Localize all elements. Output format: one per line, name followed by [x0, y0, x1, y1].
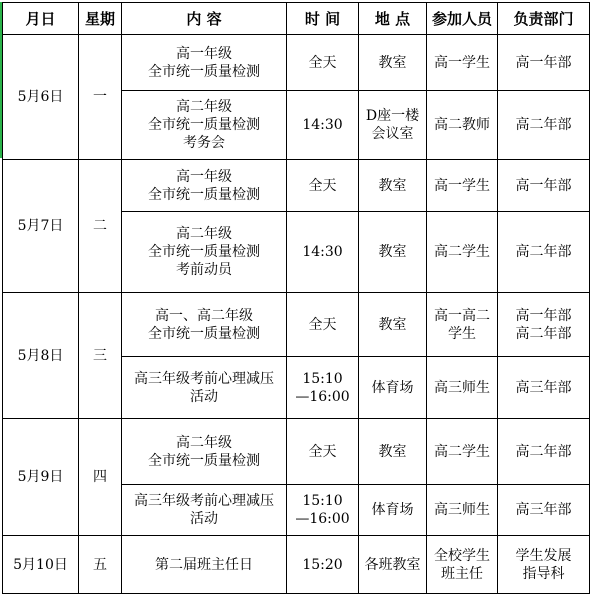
participants-cell: 高二学生 [427, 419, 498, 485]
participants-cell: 高二教师 [427, 91, 498, 160]
department-cell: 高三年部 [498, 357, 590, 419]
department-cell: 高一年部 [498, 160, 590, 212]
weekday-cell: 一 [79, 35, 122, 160]
table-row [3, 35, 590, 91]
header-participants: 参加人员 [427, 3, 498, 35]
date-cell: 5月6日 [3, 35, 79, 160]
weekday-cell: 二 [79, 160, 122, 293]
weekday-cell: 五 [79, 536, 122, 594]
date-cell: 5月7日 [3, 160, 79, 293]
time-cell: 全天 [287, 35, 359, 91]
weekday-cell: 三 [79, 293, 122, 419]
header-time: 时 间 [287, 3, 359, 35]
time-cell: 15:10 —16:00 [287, 485, 359, 536]
content-cell: 高三年级考前心理减压 活动 [122, 485, 287, 536]
content-cell: 高一年级 全市统一质量检测 [122, 160, 287, 212]
department-cell: 高二年部 [498, 419, 590, 485]
participants-cell: 高一高二 学生 [427, 293, 498, 357]
place-cell: 教室 [359, 160, 427, 212]
participants-cell: 高一学生 [427, 160, 498, 212]
table-row [3, 536, 590, 594]
table-row [3, 160, 590, 212]
place-cell: 教室 [359, 35, 427, 91]
department-cell: 高三年部 [498, 485, 590, 536]
header-content: 内 容 [122, 3, 287, 35]
place-cell: D座一楼 会议室 [359, 91, 427, 160]
time-cell: 全天 [287, 160, 359, 212]
department-cell: 学生发展 指导科 [498, 536, 590, 594]
place-cell: 教室 [359, 212, 427, 293]
participants-cell: 高三师生 [427, 357, 498, 419]
date-cell: 5月10日 [3, 536, 79, 594]
date-cell: 5月9日 [3, 419, 79, 536]
time-cell: 14:30 [287, 212, 359, 293]
place-cell: 教室 [359, 419, 427, 485]
time-cell: 全天 [287, 419, 359, 485]
table-row [3, 293, 590, 357]
table-row [3, 419, 590, 485]
place-cell: 体育场 [359, 485, 427, 536]
content-cell: 第二届班主任日 [122, 536, 287, 594]
place-cell: 体育场 [359, 357, 427, 419]
date-cell: 5月8日 [3, 293, 79, 419]
time-cell: 15:20 [287, 536, 359, 594]
content-cell: 高二年级 全市统一质量检测 考前动员 [122, 212, 287, 293]
place-cell: 各班教室 [359, 536, 427, 594]
department-cell: 高二年部 [498, 212, 590, 293]
time-cell: 全天 [287, 293, 359, 357]
header-date: 月日 [3, 3, 79, 35]
department-cell: 高一年部 高二年部 [498, 293, 590, 357]
weekly-schedule-table [2, 2, 590, 594]
department-cell: 高一年部 [498, 35, 590, 91]
participants-cell: 全校学生 班主任 [427, 536, 498, 594]
header-department: 负责部门 [498, 3, 590, 35]
weekday-cell: 四 [79, 419, 122, 536]
participants-cell: 高三师生 [427, 485, 498, 536]
content-cell: 高三年级考前心理减压 活动 [122, 357, 287, 419]
content-cell: 高一年级 全市统一质量检测 [122, 35, 287, 91]
content-cell: 高一、高二年级 全市统一质量检测 [122, 293, 287, 357]
header-weekday: 星期 [79, 3, 122, 35]
participants-cell: 高二学生 [427, 212, 498, 293]
header-row [3, 3, 590, 35]
time-cell: 14:30 [287, 91, 359, 160]
content-cell: 高二年级 全市统一质量检测 考务会 [122, 91, 287, 160]
place-cell: 教室 [359, 293, 427, 357]
department-cell: 高二年部 [498, 91, 590, 160]
content-cell: 高二年级 全市统一质量检测 [122, 419, 287, 485]
participants-cell: 高一学生 [427, 35, 498, 91]
header-place: 地 点 [359, 3, 427, 35]
time-cell: 15:10 —16:00 [287, 357, 359, 419]
